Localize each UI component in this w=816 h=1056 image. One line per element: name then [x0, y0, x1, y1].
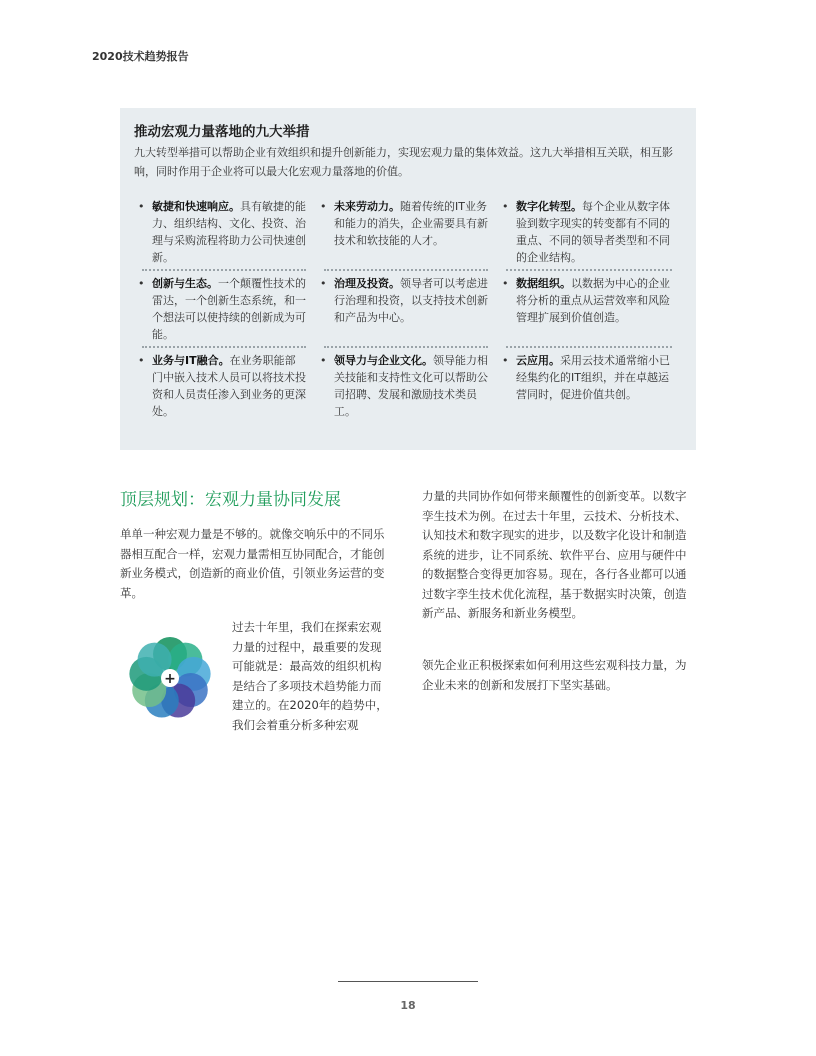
measure-text: 在业务职能部门中嵌入技术人员可以将技术投资和人员责任渗入到业务的更深处。 [152, 354, 306, 418]
measures-grid [134, 198, 682, 442]
page-number: 18 [400, 999, 416, 1012]
body-paragraph: 单单一种宏观力量是不够的。就像交响乐中的不同乐器相互配合一样，宏观力量需相互协同配合，才能创新业务模式，创造新的商业价值，引领业务运营的变革。 [120, 527, 385, 600]
measure-text: 领导能力相关技能和支持性文化可以帮助公司招聘、发展和激励技术类员工。 [334, 354, 488, 418]
panel-intro: 九大转型举措可以帮助企业有效组织和提升创新能力，实现宏观力量的集体效益。这九大举措相互关联，相互影响，同时作用于企业将可以最大化宏观力量落地的价值。 [134, 146, 673, 178]
measure-label: 治理及投资。 [334, 277, 400, 290]
bullet: • [502, 200, 509, 213]
measure-item [134, 275, 316, 352]
flower-icon [120, 630, 220, 730]
body-paragraph: 过去十年里，我们在探索宏观力量的过程中，最重要的发现可能就是：最高效的组织机构是结合了多项技术趋势能力而建立的。在2020年的趋势中，我们会着重分析多种宏观 [232, 620, 388, 732]
measure-item [134, 352, 316, 442]
measure-label: 未来劳动力。 [334, 200, 400, 213]
measure-label: 领导力与企业文化。 [334, 354, 433, 367]
measure-label: 创新与生态。 [152, 277, 218, 290]
measure-item [498, 352, 682, 442]
panel-title: 推动宏观力量落地的九大举措 [134, 124, 310, 140]
measure-text: 领导者可以考虑进行治理和投资，以支持技术创新和产品为中心。 [334, 277, 488, 324]
measure-label: 云应用。 [516, 354, 560, 367]
body-paragraph: 领先企业正积极探索如何利用这些宏观科技力量，为企业未来的创新和发展打下坚实基础。 [422, 658, 687, 692]
measure-item [498, 198, 682, 275]
section-heading: 顶层规划：宏观力量协同发展 [120, 490, 341, 510]
bullet: • [320, 200, 327, 213]
measure-item [316, 275, 498, 352]
footer-divider [338, 981, 478, 982]
measure-text: 随着传统的IT业务和能力的消失，企业需要具有新技术和软技能的人才。 [334, 200, 488, 247]
measure-text: 以数据为中心的企业将分析的重点从运营效率和风险管理扩展到价值创造。 [516, 277, 670, 324]
measure-label: 敏捷和快速响应。 [152, 200, 240, 213]
measure-item [498, 275, 682, 352]
nine-measures-panel [120, 108, 696, 450]
measure-text: 采用云技术通常缩小已经集约化的IT组织，并在卓越运营同时，促进价值共创。 [516, 354, 670, 401]
measure-label: 数据组织。 [516, 277, 571, 290]
plus-icon: + [164, 671, 176, 687]
bullet: • [138, 277, 145, 290]
report-title: 2020技术趋势报告 [92, 50, 189, 63]
bullet: • [320, 277, 327, 290]
bullet: • [138, 200, 145, 213]
measure-item [134, 198, 316, 275]
measure-label: 数字化转型。 [516, 200, 582, 213]
bullet: • [138, 354, 145, 367]
measure-text: 一个颠覆性技术的雷达，一个创新生态系统，和一个想法可以使持续的创新成为可能。 [152, 277, 306, 341]
body-paragraph: 力量的共同协作如何带来颠覆性的创新变革。以数字孪生技术为例。在过去十年里，云技术、分析技术、认知技术和数字现实的进步，以及数字化设计和制造系统的进步，让不同系统、软件平台、应用与硬件中的数据整合变得更加容易。现在，各行各业都可以通过数字孪生技术优化流程，基于数据实时决策，创造新产品、新服务和新业务模型。 [422, 489, 687, 620]
measure-item [316, 352, 498, 442]
measure-text: 每个企业从数字体验到数字现实的转变都有不同的重点、不同的领导者类型和不同的企业结构。 [516, 200, 670, 264]
measure-item [316, 198, 498, 275]
bullet: • [502, 354, 509, 367]
measure-text: 具有敏捷的能力、组织结构、文化、投资、治理与采购流程将助力公司快速创新。 [152, 200, 306, 264]
bullet: • [320, 354, 327, 367]
bullet: • [502, 277, 509, 290]
measure-label: 业务与IT融合。 [152, 354, 230, 367]
